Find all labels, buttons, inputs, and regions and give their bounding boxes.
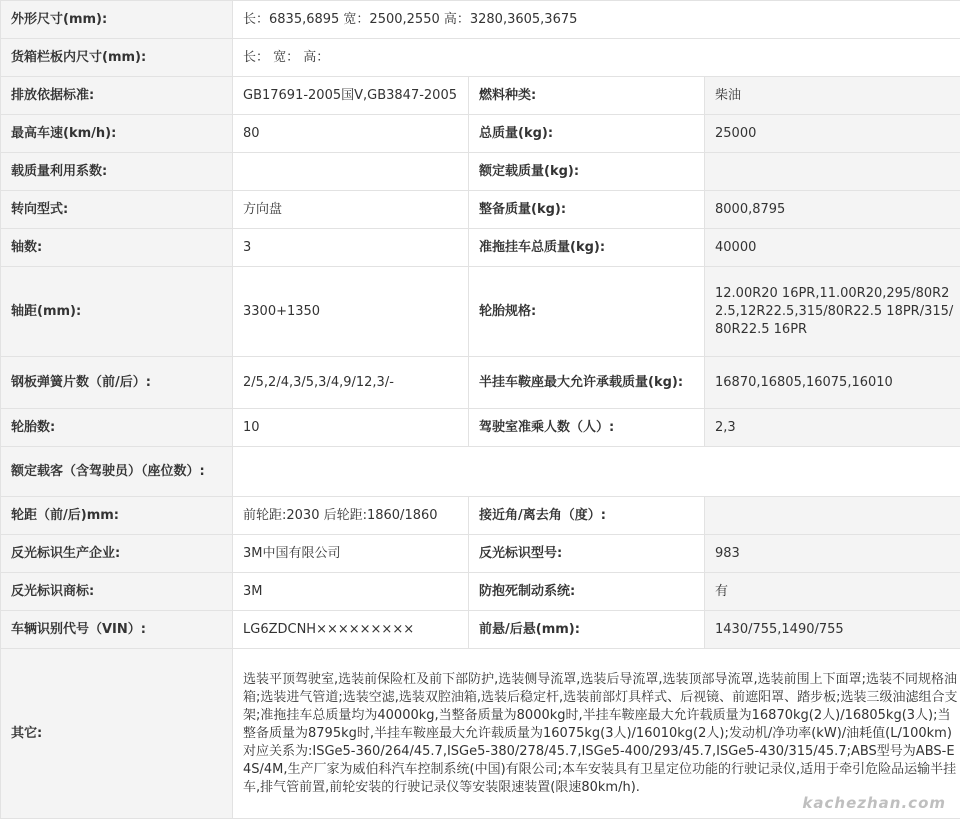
value-max-speed: 80 bbox=[233, 115, 469, 153]
value-rated-load bbox=[705, 153, 960, 191]
table-row bbox=[1, 229, 960, 267]
label-steering-type: 转向型式: bbox=[1, 191, 233, 229]
label-track-width: 轮距（前/后)mm: bbox=[1, 497, 233, 535]
label-rated-passengers: 额定载客（含驾驶员）（座位数）: bbox=[1, 447, 233, 497]
label-cab-capacity: 驾驶室准乘人数（人）: bbox=[469, 409, 705, 447]
value-other: 选装平顶驾驶室,选装前保险杠及前下部防护,选装侧导流罩,选装后导流罩,选装顶部导流罩,选装前围上下面罩;选装不同规格油箱;选装进气管道;选装空滤,选装双腔油箱,选装后稳定杆,选装前部灯具样式、后视镜、前遮阳罩、踏步板;选装三级油滤组合支架;准拖挂车总质量均为40000kg,当整备质量为8000kg时,半挂车鞍座最大允许载质量为16870kg(2人)/16805kg(3人);当整备质量为8795kg时,半挂车鞍座最大允许载质量为16075kg(3人)/16010kg(2人);发动机/净功率(kW)/油耗值(L/100km)对应关系为:ISGe5-360/264/45.7,ISGe5-380/278/45.7,ISGe5-400/293/45.7,ISGe5-430/315/45.7;ABS型号为ABS-E 4S/4M,生产厂家为威伯科汽车控制系统(中国)有限公司;本车安装具有卫星定位功能的行驶记录仪,适用于牵引危险品运输半挂车,排气管前置,前轮安装的行驶记录仪等安装限速装置(限速80km/h). bbox=[233, 649, 960, 819]
label-other: 其它: bbox=[1, 649, 233, 819]
table-row bbox=[1, 649, 960, 819]
value-cab-capacity: 2,3 bbox=[705, 409, 960, 447]
value-leaf-springs: 2/5,2/4,3/5,3/4,9/12,3/- bbox=[233, 357, 469, 409]
value-track-width: 前轮距:2030 后轮距:1860/1860 bbox=[233, 497, 469, 535]
value-tire-spec: 12.00R20 16PR,11.00R20,295/80R22.5,12R22.5,315/80R22.5 18PR/315/80R22.5 16PR bbox=[705, 267, 960, 357]
value-dimensions: 长：6835,6895 宽：2500,2550 高：3280,3605,3675 bbox=[233, 1, 960, 39]
value-axle-count: 3 bbox=[233, 229, 469, 267]
table-row bbox=[1, 115, 960, 153]
value-steering-type: 方向盘 bbox=[233, 191, 469, 229]
label-rated-load: 额定载质量(kg): bbox=[469, 153, 705, 191]
label-approach-departure: 接近角/离去角（度）: bbox=[469, 497, 705, 535]
label-max-speed: 最高车速(km/h): bbox=[1, 115, 233, 153]
value-reflective-maker: 3M中国有限公司 bbox=[233, 535, 469, 573]
label-gross-mass: 总质量(kg): bbox=[469, 115, 705, 153]
value-rated-passengers bbox=[233, 447, 960, 497]
value-vin: LG6ZDCNH××××××××× bbox=[233, 611, 469, 649]
value-emission-standard: GB17691-2005国Ⅴ,GB3847-2005 bbox=[233, 77, 469, 115]
label-axle-count: 轴数: bbox=[1, 229, 233, 267]
label-fuel-type: 燃料种类: bbox=[469, 77, 705, 115]
table-row bbox=[1, 497, 960, 535]
label-load-utilization: 载质量利用系数: bbox=[1, 153, 233, 191]
label-vin: 车辆识别代号（VIN）: bbox=[1, 611, 233, 649]
value-load-utilization bbox=[233, 153, 469, 191]
value-fuel-type: 柴油 bbox=[705, 77, 960, 115]
table-row bbox=[1, 191, 960, 229]
table-row bbox=[1, 573, 960, 611]
value-cargo-box-dimensions: 长： 宽： 高： bbox=[233, 39, 960, 77]
value-tire-count: 10 bbox=[233, 409, 469, 447]
value-reflective-model: 983 bbox=[705, 535, 960, 573]
label-emission-standard: 排放依据标准: bbox=[1, 77, 233, 115]
label-tire-count: 轮胎数: bbox=[1, 409, 233, 447]
label-overhang: 前悬/后悬(mm): bbox=[469, 611, 705, 649]
value-wheelbase: 3300+1350 bbox=[233, 267, 469, 357]
value-reflective-brand: 3M bbox=[233, 573, 469, 611]
label-wheelbase: 轴距(mm): bbox=[1, 267, 233, 357]
value-gross-mass: 25000 bbox=[705, 115, 960, 153]
table-row bbox=[1, 153, 960, 191]
table-row bbox=[1, 1, 960, 39]
table-row bbox=[1, 357, 960, 409]
table-row bbox=[1, 267, 960, 357]
label-curb-mass: 整备质量(kg): bbox=[469, 191, 705, 229]
table-row bbox=[1, 611, 960, 649]
value-approach-departure bbox=[705, 497, 960, 535]
label-saddle-load: 半挂车鞍座最大允许承载质量(kg): bbox=[469, 357, 705, 409]
value-curb-mass: 8000,8795 bbox=[705, 191, 960, 229]
label-abs: 防抱死制动系统: bbox=[469, 573, 705, 611]
label-tire-spec: 轮胎规格: bbox=[469, 267, 705, 357]
value-overhang: 1430/755,1490/755 bbox=[705, 611, 960, 649]
table-row bbox=[1, 447, 960, 497]
value-towed-mass: 40000 bbox=[705, 229, 960, 267]
label-reflective-maker: 反光标识生产企业: bbox=[1, 535, 233, 573]
table-row bbox=[1, 409, 960, 447]
watermark: kachezhan.com bbox=[802, 794, 946, 812]
table-row bbox=[1, 535, 960, 573]
label-dimensions: 外形尺寸(mm): bbox=[1, 1, 233, 39]
label-leaf-springs: 钢板弹簧片数（前/后）: bbox=[1, 357, 233, 409]
label-reflective-model: 反光标识型号: bbox=[469, 535, 705, 573]
table-row bbox=[1, 39, 960, 77]
label-towed-mass: 准拖挂车总质量(kg): bbox=[469, 229, 705, 267]
table-row bbox=[1, 77, 960, 115]
label-reflective-brand: 反光标识商标: bbox=[1, 573, 233, 611]
value-saddle-load: 16870,16805,16075,16010 bbox=[705, 357, 960, 409]
label-cargo-box-dimensions: 货箱栏板内尺寸(mm): bbox=[1, 39, 233, 77]
value-abs: 有 bbox=[705, 573, 960, 611]
